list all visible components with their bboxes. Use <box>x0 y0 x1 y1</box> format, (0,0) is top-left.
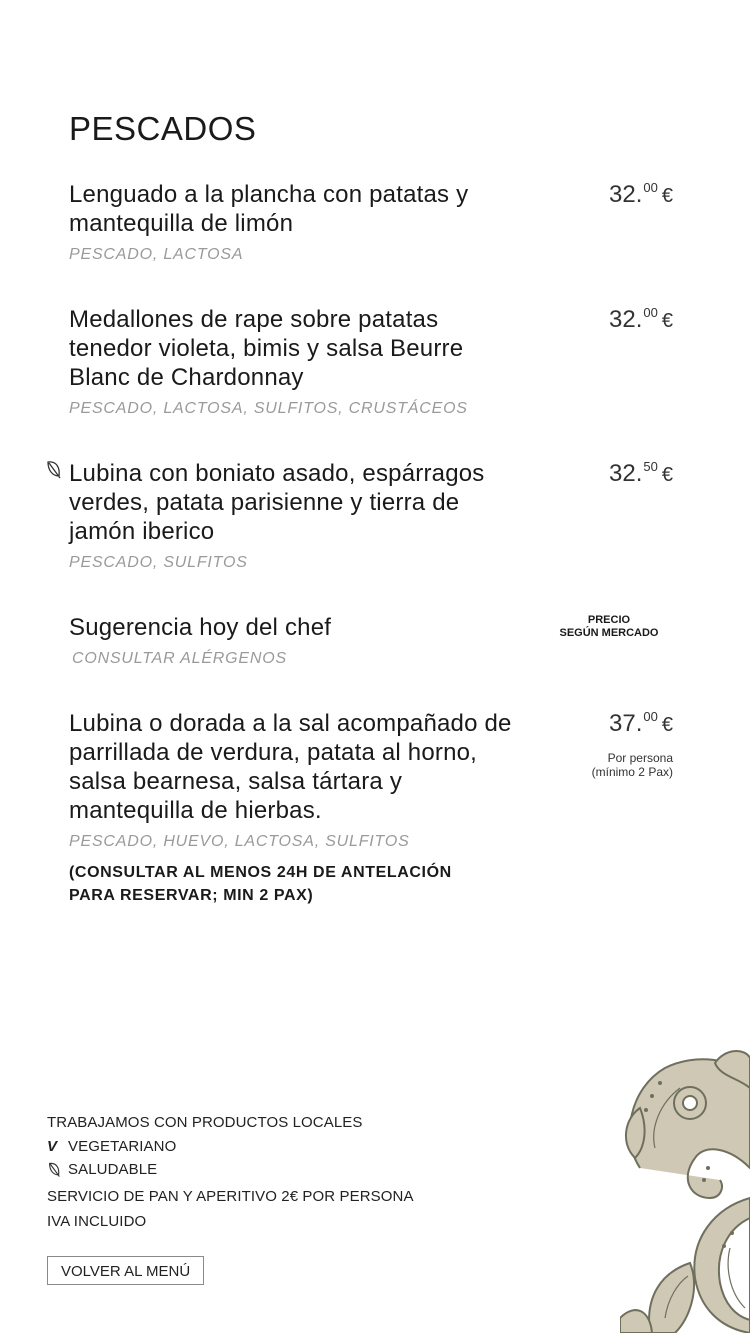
price-currency: € <box>661 185 673 207</box>
price-integer: 37. <box>609 710 643 737</box>
per-person-note <box>592 751 673 779</box>
back-to-menu-button[interactable]: VOLVER AL MENÚ <box>47 1256 204 1285</box>
dish-allergens: PESCADO, LACTOSA <box>69 246 244 263</box>
reservation-note <box>69 861 679 907</box>
price-integer: 32. <box>609 460 643 487</box>
menu-footer <box>47 1111 414 1234</box>
price-decimals: 00 <box>643 305 658 320</box>
price-currency: € <box>661 464 673 486</box>
price-decimals: 00 <box>643 709 658 724</box>
dish-price <box>609 305 673 334</box>
dish-price <box>609 709 673 738</box>
vat-note: IVA INCLUIDO <box>47 1213 147 1230</box>
local-products-note: TRABAJAMOS CON PRODUCTOS LOCALES <box>47 1114 363 1131</box>
dish-name: Lenguado a la plancha con patatas y mantequilla de limón <box>69 181 469 237</box>
section-title: PESCADOS <box>69 110 257 147</box>
reservation-note-line: (CONSULTAR AL MENOS 24H DE ANTELACIÓN <box>69 864 452 881</box>
vegetarian-icon: V <box>47 1137 58 1155</box>
dish-allergens: PESCADO, SULFITOS <box>69 554 248 571</box>
dish-name: Lubina o dorada a la sal acompañado de parrillada de verdura, patata al horno, salsa bearnesa, salsa tártara y mantequilla de hierbas. <box>69 710 512 824</box>
price-integer: 32. <box>609 181 643 208</box>
price-integer: 32. <box>609 306 643 333</box>
market-price-line: PRECIO <box>587 614 631 626</box>
bread-service-note: SERVICIO DE PAN Y APERITIVO 2€ POR PERSONA <box>47 1187 414 1205</box>
market-price-note <box>549 614 669 640</box>
leaf-icon <box>45 459 63 486</box>
per-person-line: Por persona <box>607 751 673 765</box>
leaf-icon <box>47 1161 68 1179</box>
legend-healthy <box>47 1158 414 1182</box>
legend-vegetarian-label: VEGETARIANO <box>68 1137 177 1155</box>
market-price-line: SEGÚN MERCADO <box>559 627 659 639</box>
dish-item <box>69 180 679 264</box>
dish-allergens: PESCADO, LACTOSA, SULFITOS, CRUSTÁCEOS <box>69 400 468 417</box>
price-decimals: 00 <box>643 180 658 195</box>
paisley-ornament <box>620 1048 750 1333</box>
dish-allergens: CONSULTAR ALÉRGENOS <box>72 650 287 667</box>
dish-price <box>609 180 673 209</box>
price-currency: € <box>661 714 673 736</box>
legend-vegetarian <box>47 1135 414 1159</box>
legend-healthy-label: SALUDABLE <box>68 1161 158 1178</box>
dish-item <box>69 459 679 572</box>
dish-item <box>69 709 679 907</box>
price-currency: € <box>661 310 673 332</box>
dish-name: Medallones de rape sobre patatas tenedor violeta, bimis y salsa Beurre Blanc de Chardonnay <box>69 306 464 391</box>
dish-name: Lubina con boniato asado, espárragos verdes, patata parisienne y tierra de jamón iberico <box>69 460 485 545</box>
price-decimals: 50 <box>643 459 658 474</box>
dish-item <box>69 613 679 668</box>
dish-price <box>609 459 673 488</box>
dish-name: Sugerencia hoy del chef <box>69 614 332 641</box>
per-person-line: (mínimo 2 Pax) <box>591 765 673 779</box>
dish-allergens: PESCADO, HUEVO, LACTOSA, SULFITOS <box>69 833 410 850</box>
dish-item <box>69 305 679 418</box>
reservation-note-line: PARA RESERVAR; MIN 2 PAX) <box>69 887 314 904</box>
